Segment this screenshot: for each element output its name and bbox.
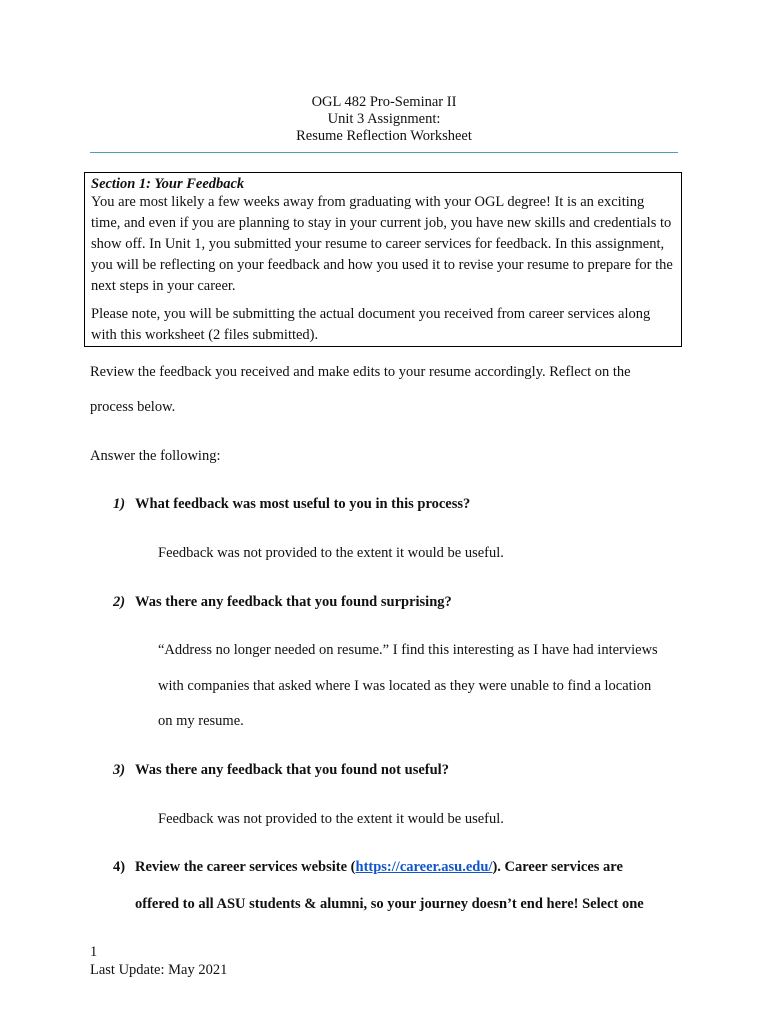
instructions-line-2: process below. bbox=[90, 399, 176, 415]
answer-2-line-1: “Address no longer needed on resume.” I find this interesting as I have had interviews bbox=[158, 642, 658, 658]
question-2 bbox=[113, 594, 452, 611]
question-4-text-before-link: Review the career services website ( bbox=[135, 859, 356, 875]
question-4-line-2: offered to all ASU students & alumni, so your journey doesn’t end here! Select one bbox=[135, 896, 644, 912]
document-title: OGL 482 Pro-Seminar II bbox=[311, 94, 457, 110]
answer-3: Feedback was not provided to the extent it would be useful. bbox=[158, 811, 504, 827]
question-3-number: 3) bbox=[113, 762, 126, 778]
answer-2-line-3: on my resume. bbox=[158, 713, 244, 729]
question-4-number: 4) bbox=[113, 859, 126, 875]
question-2-text: Was there any feedback that you found surprising? bbox=[135, 594, 452, 610]
answer-2-line-2: with companies that asked where I was located as they were unable to find a location bbox=[158, 678, 652, 694]
last-update: Last Update: May 2021 bbox=[90, 962, 228, 978]
answer-1: Feedback was not provided to the extent it would be useful. bbox=[158, 545, 504, 561]
section-1-paragraph-2: Please note, you will be submitting the actual document you received from career services along with this worksheet (2 files submitted). bbox=[91, 306, 651, 343]
question-4 bbox=[113, 859, 623, 876]
document-subtitle: Unit 3 Assignment: bbox=[327, 111, 441, 127]
question-1-number: 1) bbox=[113, 496, 126, 512]
question-1 bbox=[113, 496, 470, 513]
document-worksheet-title: Resume Reflection Worksheet bbox=[296, 128, 472, 144]
section-1-paragraph-1: You are most likely a few weeks away from graduating with your OGL degree! It is an exciting time, and even if you are planning to stay in your current job, you have new skills and credentials to show off. In Unit 1, you submitted your resume to career services for feedback. In this assignment, you will be reflecting on your feedback and how you used it to revise your resume to prepare for the next steps in your career. bbox=[91, 194, 673, 294]
header-divider bbox=[90, 152, 678, 153]
section-1-box bbox=[84, 172, 682, 347]
instructions-line-1: Review the feedback you received and make edits to your resume accordingly. Reflect on the bbox=[90, 364, 631, 380]
question-3-text: Was there any feedback that you found not useful? bbox=[135, 762, 449, 778]
question-4-text-after-link: ). Career services are bbox=[492, 859, 623, 875]
question-2-number: 2) bbox=[113, 594, 126, 610]
career-services-link[interactable]: https://career.asu.edu/ bbox=[355, 859, 493, 875]
question-3 bbox=[113, 762, 449, 779]
answer-prompt: Answer the following: bbox=[90, 448, 221, 464]
page-number: 1 bbox=[90, 944, 98, 960]
section-1-title: Section 1: Your Feedback bbox=[91, 176, 245, 192]
question-1-text: What feedback was most useful to you in this process? bbox=[135, 496, 471, 512]
